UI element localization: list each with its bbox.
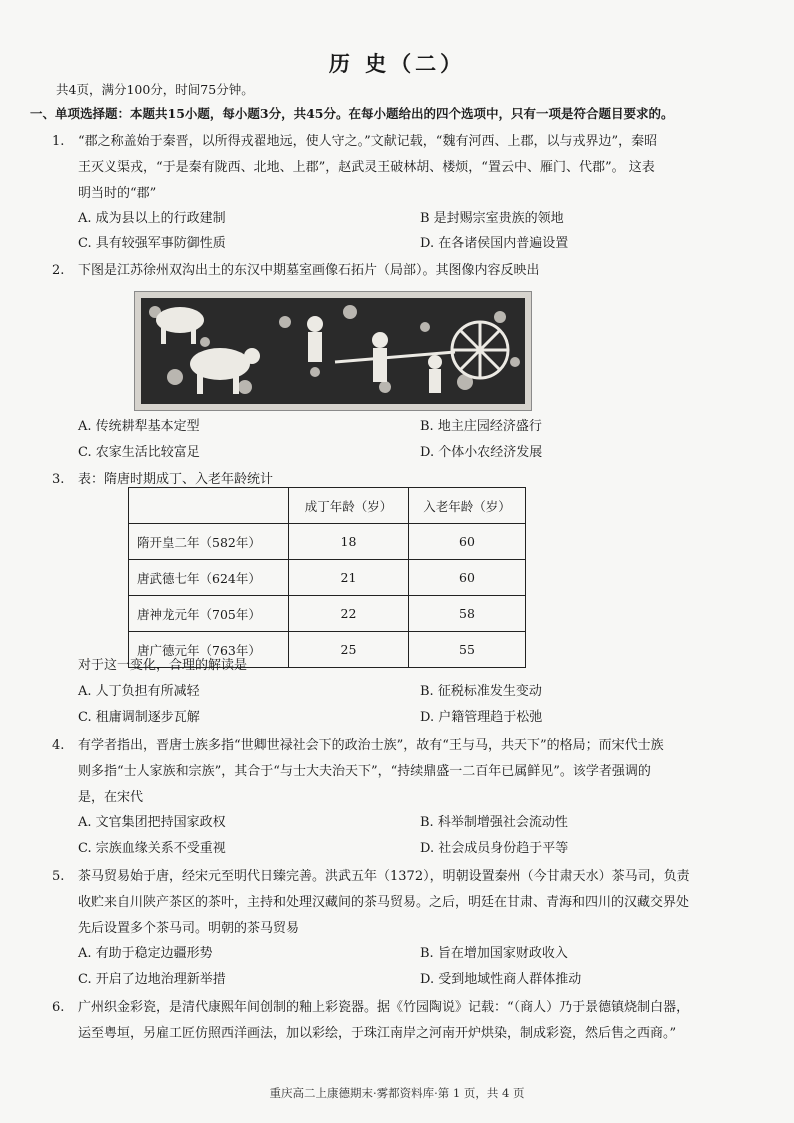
question-stem: [78, 129, 774, 207]
option-a: A. 传统耕犁基本定型: [78, 419, 200, 434]
option-c: C. 租庸调制逐步瓦解: [78, 710, 200, 725]
table-cell: 22: [289, 596, 409, 632]
stem-line: 广州织金彩瓷，是清代康熙年间创制的釉上彩瓷器。据《竹园陶说》记载：“（商人）乃于景德镇烧制白器，: [78, 1000, 690, 1015]
table-cell: 60: [409, 524, 526, 560]
stem-line: 运至粤垣，另雇工匠仿照西洋画法，加以彩绘，于珠江南岸之河南开炉烘染，制成彩瓷，然后售之西商。”: [78, 1026, 677, 1041]
option-d: D. 个体小农经济发展: [420, 445, 543, 460]
age-statistics-table: [128, 487, 526, 668]
exam-intro: 共4页，满分100分，时间75分钟。: [56, 82, 254, 97]
option-b: B. 征税标准发生变动: [420, 684, 542, 699]
option-c: C. 宗族血缘关系不受重视: [78, 841, 226, 856]
question-4: [30, 733, 774, 811]
question-number: 5.: [52, 869, 65, 884]
table-cell: 58: [409, 596, 526, 632]
table-cell: 18: [289, 524, 409, 560]
table-row: [129, 524, 526, 560]
table-cell: 25: [289, 632, 409, 668]
stem-line: 明当时的“郡”: [78, 186, 157, 201]
stem-line: 下图是江苏徐州双沟出土的东汉中期墓室画像石拓片（局部）。其图像内容反映出: [78, 263, 540, 278]
table-header-cell: [129, 488, 289, 524]
table-cell: 55: [409, 632, 526, 668]
option-a: A. 人丁负担有所减轻: [78, 684, 200, 699]
stem-line: 则多指“士人家族和宗族”，其合于“与士大夫治天下”，“持续鼎盛一二百年已属鲜见”。该学者强调的: [78, 764, 651, 779]
stem-line: “郡之称盖始于秦晋，以所得戎翟地远，使人守之。”文献记载，“魏有河西、上郡，以与戎界边”，秦昭: [78, 134, 658, 149]
stem-line: 先后设置多个茶马司。明朝的茶马贸易: [78, 921, 300, 936]
table-cell: 唐武德七年（624年）: [129, 560, 289, 596]
stem-line: 王灭义渠戎，“于是秦有陇西、北地、上郡”，赵武灵王破林胡、楼烦，“置云中、雁门、代郡”。 这表: [78, 160, 655, 175]
question-prompt: 对于这一变化，合理的解读是: [78, 658, 248, 673]
rubbing-illustration: [135, 292, 531, 410]
table-header-cell: 成丁年龄（岁）: [289, 488, 409, 524]
question-number: 2.: [52, 263, 65, 278]
question-stem: [78, 864, 774, 942]
stem-line: 有学者指出，晋唐士族多指“世卿世禄社会下的政治士族”，故有“王与马，共天下”的格局；而宋代士族: [78, 738, 664, 753]
question-number: 4.: [52, 738, 65, 753]
question-number: 1.: [52, 134, 65, 149]
question-2: [30, 258, 774, 284]
option-b: B. 科举制增强社会流动性: [420, 815, 568, 830]
option-b: B. 旨在增加国家财政收入: [420, 946, 568, 961]
option-a: A. 文官集团把持国家政权: [78, 815, 226, 830]
question-number: 6.: [52, 1000, 65, 1015]
option-a: A. 有助于稳定边疆形势: [78, 946, 213, 961]
question-6: [30, 995, 774, 1047]
table-cell: 21: [289, 560, 409, 596]
stem-line: 表：隋唐时期成丁、入老年龄统计: [78, 472, 274, 487]
option-c: C. 具有较强军事防御性质: [78, 236, 226, 251]
stone-relief-rubbing-image: [134, 291, 532, 411]
page-footer: 重庆高二上康德期末·雾都资料库·第 1 页，共 4 页: [269, 1086, 525, 1100]
question-number: 3.: [52, 472, 65, 487]
option-c: C. 农家生活比较富足: [78, 445, 200, 460]
table-cell: 唐广德元年（763年）: [129, 632, 289, 668]
option-b: B. 地主庄园经济盛行: [420, 419, 542, 434]
option-c: C. 开启了边地治理新举措: [78, 972, 226, 987]
option-d: D. 户籍管理趋于松弛: [420, 710, 543, 725]
stem-line: 茶马贸易始于唐，经宋元至明代日臻完善。洪武五年（1372），明朝设置秦州（今甘肃天水）茶马司，负责: [78, 869, 690, 884]
section-heading: 一、单项选择题：本题共15小题，每小题3分，共45分。在每小题给出的四个选项中，只有一项是符合题目要求的。: [30, 106, 674, 121]
table-header-row: [129, 488, 526, 524]
page-title: 历 史（二）: [328, 51, 466, 76]
table-cell: 唐神龙元年（705年）: [129, 596, 289, 632]
option-b: B 是封赐宗室贵族的领地: [420, 211, 564, 226]
question-5: [30, 864, 774, 942]
table-header-cell: 入老年龄（岁）: [409, 488, 526, 524]
question-stem: [78, 733, 774, 811]
option-d: D. 在各诸侯国内普遍设置: [420, 236, 569, 251]
table-row: [129, 596, 526, 632]
stem-line: 收贮来自川陕产茶区的茶叶，主持和处理汉藏间的茶马贸易。之后，明廷在甘肃、青海和四川的汉藏交界处: [78, 895, 690, 910]
stem-line: 是，在宋代: [78, 790, 144, 805]
question-stem: [78, 258, 774, 284]
option-d: D. 社会成员身份趋于平等: [420, 841, 569, 856]
question-1: [30, 129, 774, 207]
table-row: [129, 560, 526, 596]
question-stem: [78, 995, 774, 1047]
table-cell: 60: [409, 560, 526, 596]
option-d: D. 受到地域性商人群体推动: [420, 972, 582, 987]
table-cell: 隋开皇二年（582年）: [129, 524, 289, 560]
option-a: A. 成为县以上的行政建制: [78, 211, 226, 226]
